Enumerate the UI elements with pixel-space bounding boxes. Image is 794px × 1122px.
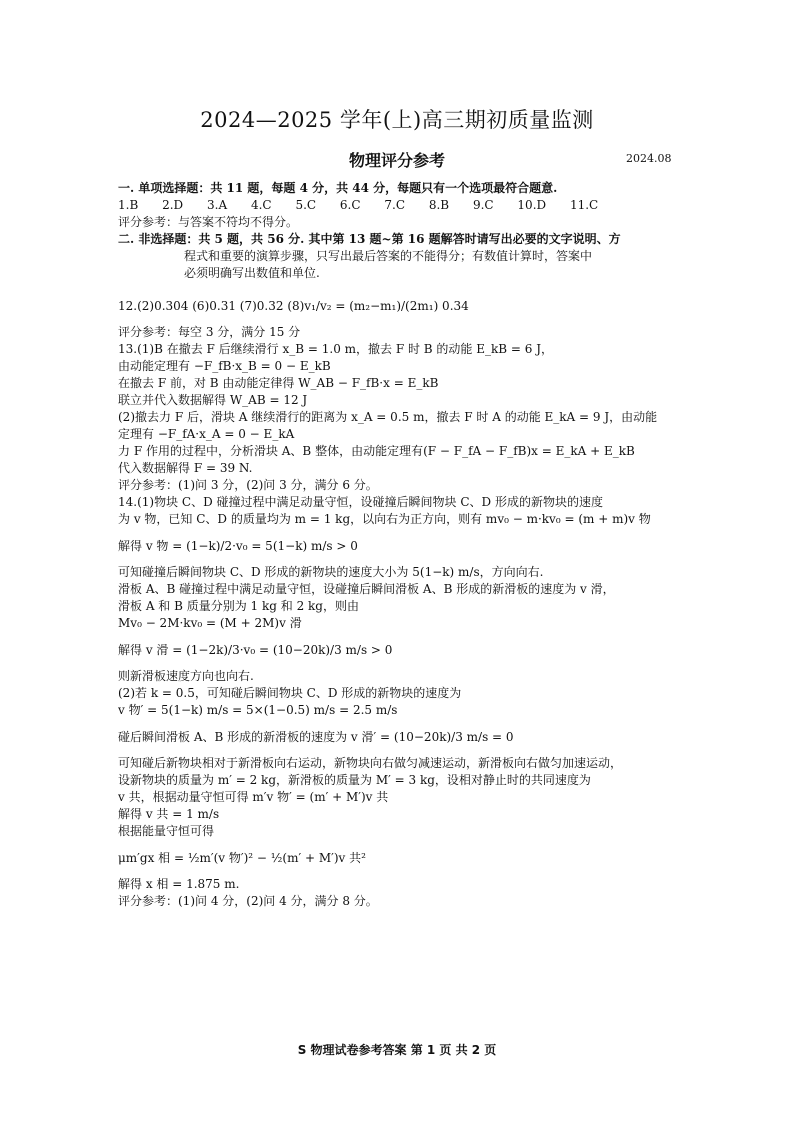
section1-heading: 一. 单项选择题：共 11 题，每题 4 分，共 44 分，每题只有一个选项最符合题意. (118, 181, 558, 195)
page-footer: S 物理试卷参考答案 第 1 页 共 2 页 (297, 1043, 497, 1057)
document-date: 2024.08 (626, 152, 672, 165)
document-body (118, 180, 688, 910)
q14-line: 解得 v 共 = 1 m/s (118, 807, 220, 821)
q14-line: 根据能量守恒可得 (118, 824, 215, 838)
q14-line: 设新物块的质量为 m′ = 2 kg，新滑板的质量为 M′ = 3 kg，设相对静止时的共同速度为 (118, 773, 591, 787)
q13-line: 定理有 −F_fA·x_A = 0 − E_kA (118, 427, 295, 441)
q14-line: 可知碰撞后瞬间物块 C、D 形成的新物块的速度大小为 5(1−k) m/s，方向向右. (118, 565, 544, 579)
q13-line: 代入数据解得 F = 39 N. (118, 461, 253, 475)
q13-scoring-note: 评分参考：(1)问 3 分，(2)问 3 分，满分 6 分。 (118, 478, 378, 492)
q14-line: 解得 x 相 = 1.875 m. (118, 877, 240, 891)
q14-line: Mv₀ − 2M·kv₀ = (M + 2M)v 滑 (118, 616, 302, 630)
q14-line: 可知碰后新物块相对于新滑板向右运动，新物块向右做匀减速运动，新滑板向右做匀加速运动， (118, 756, 623, 770)
answer-item: 8.B (428, 198, 450, 212)
q13-line: (2)撤去力 F 后，滑块 A 继续滑行的距离为 x_A = 0.5 m，撤去 F 时 A 的动能 E_kA = 9 J，由动能 (118, 410, 658, 424)
section2-heading-line: 必须明确写出数值和单位. (184, 266, 320, 280)
answer-row (118, 197, 688, 214)
q14-line: (2)若 k = 0.5，可知碰后瞬间物块 C、D 形成的新物块的速度为 (118, 686, 462, 700)
q14-line: 碰后瞬间滑板 A、B 形成的新滑板的速度为 v 滑′ = (10−20k)/3 m/s = 0 (118, 730, 514, 744)
page-title: 2024—2025 学年(上)高三期初质量监测 (200, 108, 594, 132)
answer-item: 6.C (339, 198, 361, 212)
q13-line: 13.(1)B 在撤去 F 后继续滑行 x_B = 1.0 m，撤去 F 时 B 的动能 E_kB = 6 J， (118, 342, 554, 356)
q14-line: 则新滑板速度方向也向右. (118, 669, 254, 683)
section2-heading-line: 程式和重要的演算步骤，只写出最后答案的不能得分；有数值计算时，答案中 (184, 249, 593, 263)
q13-line: 在撤去 F 前，对 B 由动能定律得 W_AB − F_fB·x = E_kB (118, 376, 439, 390)
answer-item: 5.C (295, 198, 317, 212)
answer-item: 10.D (517, 198, 547, 212)
q14-line: 滑板 A、B 碰撞过程中满足动量守恒，设碰撞后瞬间滑板 A、B 形成的新滑板的速度为 v 滑， (118, 582, 615, 596)
page-subtitle: 物理评分参考 (348, 151, 445, 170)
q14-scoring-note: 评分参考：(1)问 4 分，(2)问 4 分，满分 8 分。 (118, 894, 378, 908)
section2-heading-line: 二. 非选择题：共 5 题，共 56 分. 其中第 13 题~第 16 题解答时请写出必要的文字说明、方 (118, 232, 621, 246)
section1-scoring-note: 评分参考：与答案不符均不得分。 (118, 215, 299, 229)
answer-item: 11.C (569, 198, 599, 212)
answer-item: 1.B (118, 198, 139, 212)
q14-line: 解得 v 滑 = (1−2k)/3·v₀ = (10−20k)/3 m/s > 0 (118, 643, 393, 657)
q14-line: 为 v 物，已知 C、D 的质量均为 m = 1 kg，以向右为正方向，则有 mv₀ − m·kv₀ = (m + m)v 物 (118, 512, 651, 526)
q14-line: μm′gx 相 = ½m′(v 物′)² − ½(m′ + M′)v 共² (118, 851, 366, 865)
q12-answers: 12.(2)0.304 (6)0.31 (7)0.32 (8)v₁/v₂ = (m₂−m₁)/(2m₁) 0.34 (118, 299, 469, 313)
q12-scoring-note: 评分参考：每空 3 分，满分 15 分 (118, 325, 301, 339)
q13-line: 由动能定理有 −F_fB·x_B = 0 − E_kB (118, 359, 331, 373)
q14-line: 滑板 A 和 B 质量分别为 1 kg 和 2 kg，则由 (118, 599, 359, 613)
q14-line: 解得 v 物 = (1−k)/2·v₀ = 5(1−k) m/s > 0 (118, 539, 358, 553)
answer-item: 3.A (207, 198, 228, 212)
q14-line: v 共，根据动量守恒可得 m′v 物′ = (m′ + M′)v 共 (118, 790, 389, 804)
q14-line: 14.(1)物块 C、D 碰撞过程中满足动量守恒，设碰撞后瞬间物块 C、D 形成的新物块的速度 (118, 495, 603, 509)
answer-item: 9.C (472, 198, 494, 212)
answer-item: 7.C (384, 198, 406, 212)
answer-item: 4.C (250, 198, 272, 212)
q13-line: 力 F 作用的过程中，分析滑块 A、B 整体，由动能定理有(F − F_fA − F_fB)x = E_kA + E_kB (118, 444, 635, 458)
q13-line: 联立并代入数据解得 W_AB = 12 J (118, 393, 308, 407)
q14-line: v 物′ = 5(1−k) m/s = 5×(1−0.5) m/s = 2.5 m/s (118, 703, 398, 717)
answer-item: 2.D (162, 198, 184, 212)
